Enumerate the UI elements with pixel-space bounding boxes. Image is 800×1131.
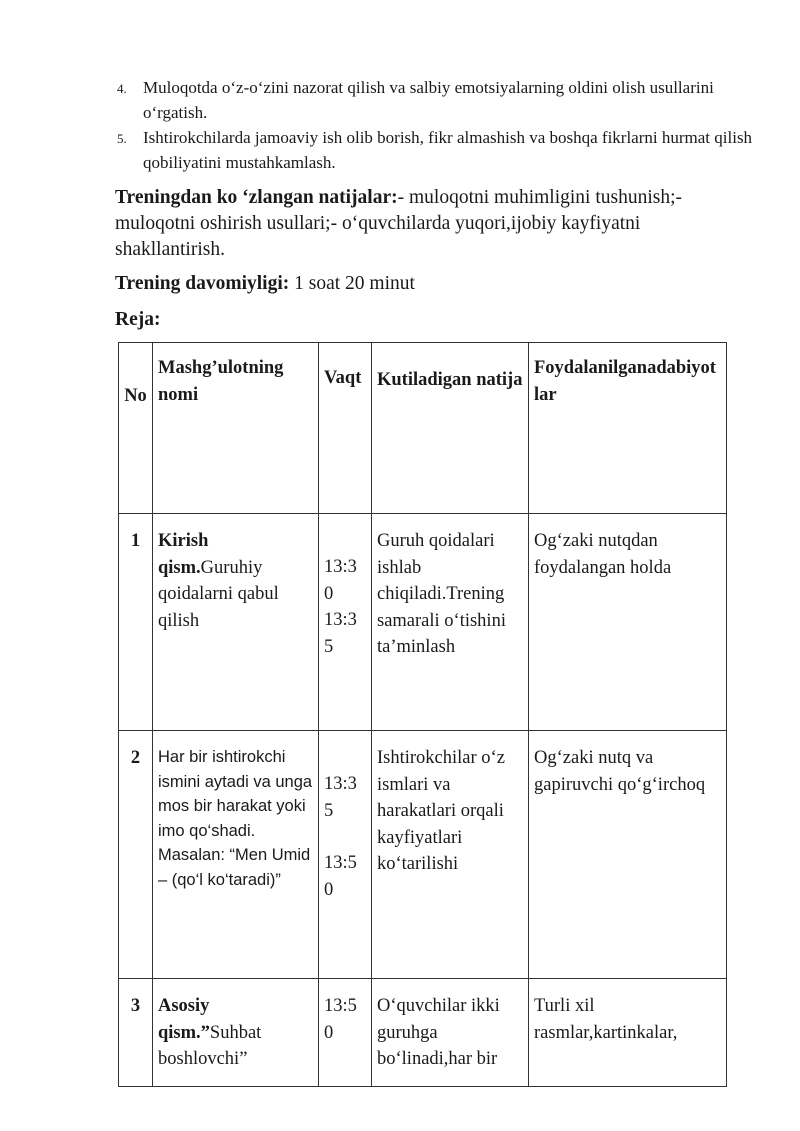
row-name-bold: Asosiy qism.” bbox=[158, 996, 210, 1043]
row-name-rest: Suhbat boshlovchi” bbox=[158, 1022, 262, 1069]
row-time bbox=[319, 979, 372, 1087]
list-item bbox=[117, 125, 757, 175]
duration-text: 1 soat 20 minut bbox=[289, 273, 415, 294]
row-name: Har bir ishtirokchi ismini aytadi va unga mos bir harakat yoki imo qo‘shadi. Masalan: “Men Umid – (qo‘l ko‘taradi)” bbox=[153, 731, 319, 979]
duration-label: Trening davomiyligi: bbox=[115, 273, 290, 294]
objectives-list bbox=[117, 75, 757, 175]
row-time bbox=[319, 514, 372, 731]
row-result: O‘quvchilar ikki guruhga bo‘linadi,har bir bbox=[372, 979, 529, 1087]
list-item bbox=[117, 75, 757, 125]
list-number: 5. bbox=[117, 131, 127, 146]
header-result: Kutiladigan natija bbox=[372, 343, 529, 514]
header-time: Vaqt bbox=[319, 343, 372, 514]
row-time bbox=[319, 731, 372, 979]
row-time-start: 13:50 bbox=[324, 996, 357, 1043]
expected-results-text: - muloqotni muhimligini tushunish;- muloqotni oshirish usullari;- o‘quvchilarda yuqori,ijobiy kayfiyatni shakllantirish. bbox=[115, 187, 682, 260]
row-materials: Og‘zaki nutqdan foydalangan holda bbox=[529, 514, 727, 731]
row-materials: Og‘zaki nutq va gapiruvchi qo‘g‘irchoq bbox=[529, 731, 727, 979]
row-name-rest: Guruhiy qoidalarni qabul qilish bbox=[158, 557, 279, 631]
table-row bbox=[119, 514, 727, 731]
row-name bbox=[153, 979, 319, 1087]
row-time-end: 13:35 bbox=[324, 610, 357, 657]
row-time-gap bbox=[324, 824, 366, 850]
table-row bbox=[119, 979, 727, 1087]
row-time-start: 13:35 bbox=[324, 774, 357, 821]
row-number: 3 bbox=[119, 979, 153, 1087]
plan-table bbox=[118, 342, 727, 1087]
expected-results-paragraph bbox=[115, 185, 755, 263]
list-number: 4. bbox=[117, 81, 127, 96]
duration-paragraph bbox=[115, 271, 755, 297]
expected-results-label: Treningdan ko ‘zlangan natijalar: bbox=[115, 187, 398, 208]
row-name bbox=[153, 514, 319, 731]
row-time-end: 13:50 bbox=[324, 853, 357, 900]
plan-label: Reja: bbox=[115, 309, 161, 330]
header-materials: Foydalanilganadabiyotlar bbox=[529, 343, 727, 514]
row-time-start: 13:30 bbox=[324, 557, 357, 604]
list-text: Muloqotda o‘z-o‘zini nazorat qilish va salbiy emotsiyalarning oldini olish usullarini o‘rgatish. bbox=[143, 78, 714, 122]
list-text: Ishtirokchilarda jamoaviy ish olib borish, fikr almashish va boshqa fikrlarni hurmat qilish qobiliyatini mustahkamlash. bbox=[143, 128, 753, 172]
header-no: No bbox=[119, 343, 153, 514]
row-materials: Turli xil rasmlar,kartinkalar, bbox=[529, 979, 727, 1087]
row-result: Guruh qoidalari ishlab chiqiladi.Trening samarali o‘tishini ta’minlash bbox=[372, 514, 529, 731]
row-name-bold: Kirish qism. bbox=[158, 531, 209, 578]
table-row bbox=[119, 731, 727, 979]
row-number: 2 bbox=[119, 731, 153, 979]
table-header-row bbox=[119, 343, 727, 514]
row-number: 1 bbox=[119, 514, 153, 731]
row-result: Ishtirokchilar o‘z ismlari va harakatlari orqali kayfiyatlari ko‘tarilishi bbox=[372, 731, 529, 979]
header-name: Mashg’ulotning nomi bbox=[153, 343, 319, 514]
